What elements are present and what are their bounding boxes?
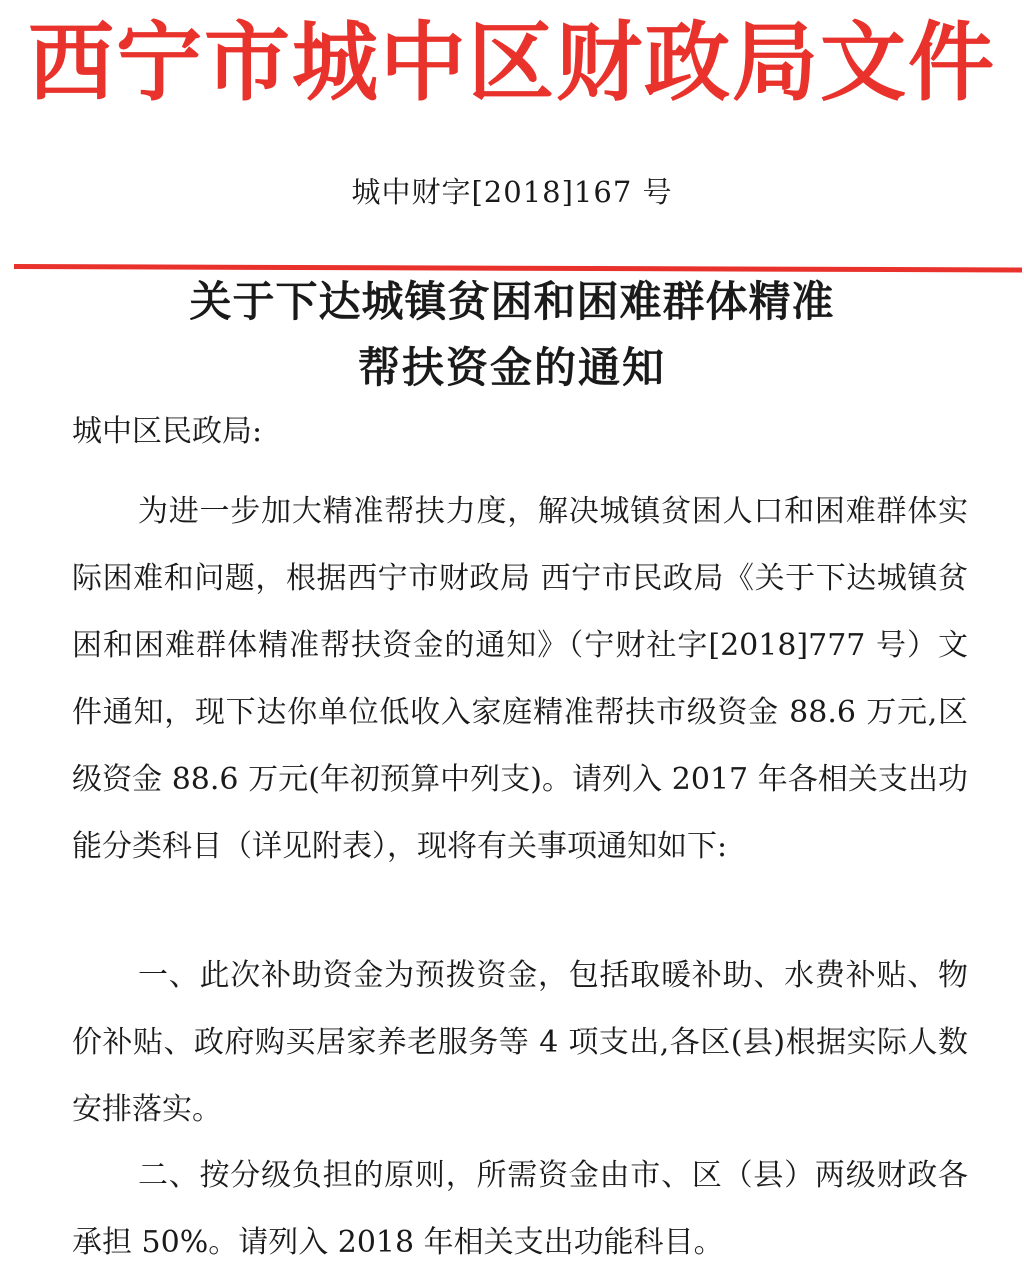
agency-title: 西宁市城中区财政局文件 [28,13,996,113]
title-line-1: 关于下达城镇贫困和困难群体精准 [189,277,835,326]
paragraph-item-2: 二、按分级负担的原则，所需资金由市、区（县）两级财政各承担 50%。请列入 2018 年相关支出功能科目。 [72,1158,968,1260]
paragraph-item-1: 一、此次补助资金为预拨资金，包括取暖补助、水费补贴、物价补贴、政府购买居家养老服务等 4 项支出,各区(县)根据实际人数安排落实。 [72,958,968,1127]
title-line-2: 帮扶资金的通知 [357,343,666,392]
document-number: 城中财字[2018]167 号 [351,175,673,209]
salutation: 城中区民政局: [72,414,263,449]
paragraph-intro: 为进一步加大精准帮扶力度，解决城镇贫困人口和困难群体实际困难和问题，根据西宁市财政局 西宁市民政局《关于下达城镇贫困和困难群体精准帮扶资金的通知》（宁财社字[2018]777 号）文件通知，现下达你单位低收入家庭精准帮扶市级资金 88.6 万元,区级资金 88.6 万元(年初预算中列支)。请列入 2017 年各相关支出功能分类科目（详见附表），现将有关事项通知如下: [72,494,968,864]
